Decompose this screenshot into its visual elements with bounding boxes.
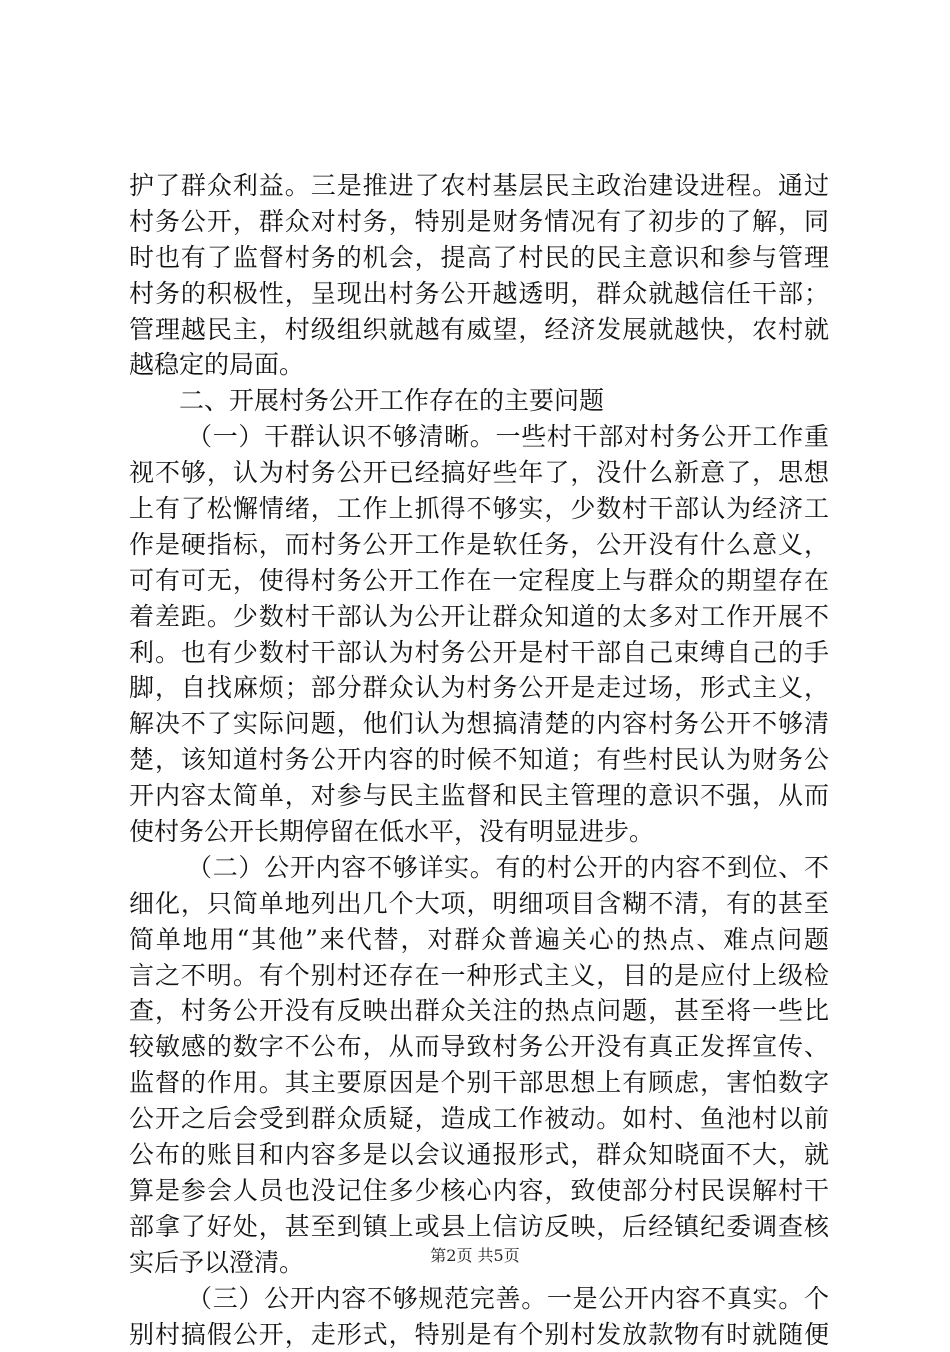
page-footer <box>0 1246 950 1266</box>
text-line: 使村务公开长期停留在低水平，没有明显进步。 <box>129 814 829 850</box>
text-line: 解决不了实际问题，他们认为想搞清楚的内容村务公开不够清 <box>129 706 829 742</box>
text-line: 实后予以澄清。 <box>129 1245 829 1281</box>
text-line: 简单地用“其他”来代替，对群众普遍关心的热点、难点问题 <box>129 922 829 958</box>
text-line: 部拿了好处，甚至到镇上或县上信访反映，后经镇纪委调查核 <box>129 1209 829 1245</box>
text-line: 较敏感的数字不公布，从而导致村务公开没有真正发挥宣传、 <box>129 1029 829 1065</box>
text-line: （三）公开内容不够规范完善。一是公开内容不真实。个 <box>129 1281 829 1317</box>
text-line: 查，村务公开没有反映出群众关注的热点问题，甚至将一些比 <box>129 993 829 1029</box>
text-line: （二）公开内容不够详实。有的村公开的内容不到位、不 <box>129 850 829 886</box>
text-line: 言之不明。有个别村还存在一种形式主义，目的是应付上级检 <box>129 958 829 994</box>
text-line: 护了群众利益。三是推进了农村基层民主政治建设进程。通过 <box>129 168 829 204</box>
text-line: （一）干群认识不够清晰。一些村干部对村务公开工作重 <box>129 419 829 455</box>
text-line: 公开之后会受到群众质疑，造成工作被动。如村、鱼池村以前 <box>129 1101 829 1137</box>
text-line: 作是硬指标，而村务公开工作是软任务，公开没有什么意义， <box>129 527 829 563</box>
text-line: 村务公开，群众对村务，特别是财务情况有了初步的了解，同 <box>129 204 829 240</box>
text-line: 别村搞假公开，走形式，特别是有个别村发放款物有时就随便 <box>129 1317 829 1352</box>
text-line: 利。也有少数村干部认为村务公开是村干部自己束缚自己的手 <box>129 635 829 671</box>
text-line: 上有了松懈情绪，工作上抓得不够实，少数村干部认为经济工 <box>129 491 829 527</box>
text-line: 可有可无，使得村务公开工作在一定程度上与群众的期望存在 <box>129 563 829 599</box>
text-line: 公布的账目和内容多是以会议通报形式，群众知晓面不大，就 <box>129 1137 829 1173</box>
text-line: 着差距。少数村干部认为公开让群众知道的太多对工作开展不 <box>129 599 829 635</box>
text-line: 视不够，认为村务公开已经搞好些年了，没什么新意了，思想 <box>129 455 829 491</box>
section-heading: 二、开展村务公开工作存在的主要问题 <box>129 383 829 419</box>
text-line: 算是参会人员也没记住多少核心内容，致使部分村民误解村干 <box>129 1173 829 1209</box>
page-number-label: 第2页 共5页 <box>430 1246 519 1265</box>
text-line: 楚，该知道村务公开内容的时候不知道；有些村民认为财务公 <box>129 742 829 778</box>
text-line: 开内容太简单，对参与民主监督和民主管理的意识不强，从而 <box>129 778 829 814</box>
text-line: 细化，只简单地列出几个大项，明细项目含糊不清，有的甚至 <box>129 886 829 922</box>
text-line: 村务的积极性，呈现出村务公开越透明，群众就越信任干部； <box>129 276 829 312</box>
text-line: 管理越民主，村级组织就越有威望，经济发展就越快，农村就 <box>129 312 829 348</box>
text-line: 监督的作用。其主要原因是个别干部思想上有顾虑，害怕数字 <box>129 1065 829 1101</box>
body-text <box>129 168 829 1352</box>
text-line: 时也有了监督村务的机会，提高了村民的民主意识和参与管理 <box>129 240 829 276</box>
text-line: 脚，自找麻烦；部分群众认为村务公开是走过场，形式主义， <box>129 670 829 706</box>
text-line: 越稳定的局面。 <box>129 347 829 383</box>
